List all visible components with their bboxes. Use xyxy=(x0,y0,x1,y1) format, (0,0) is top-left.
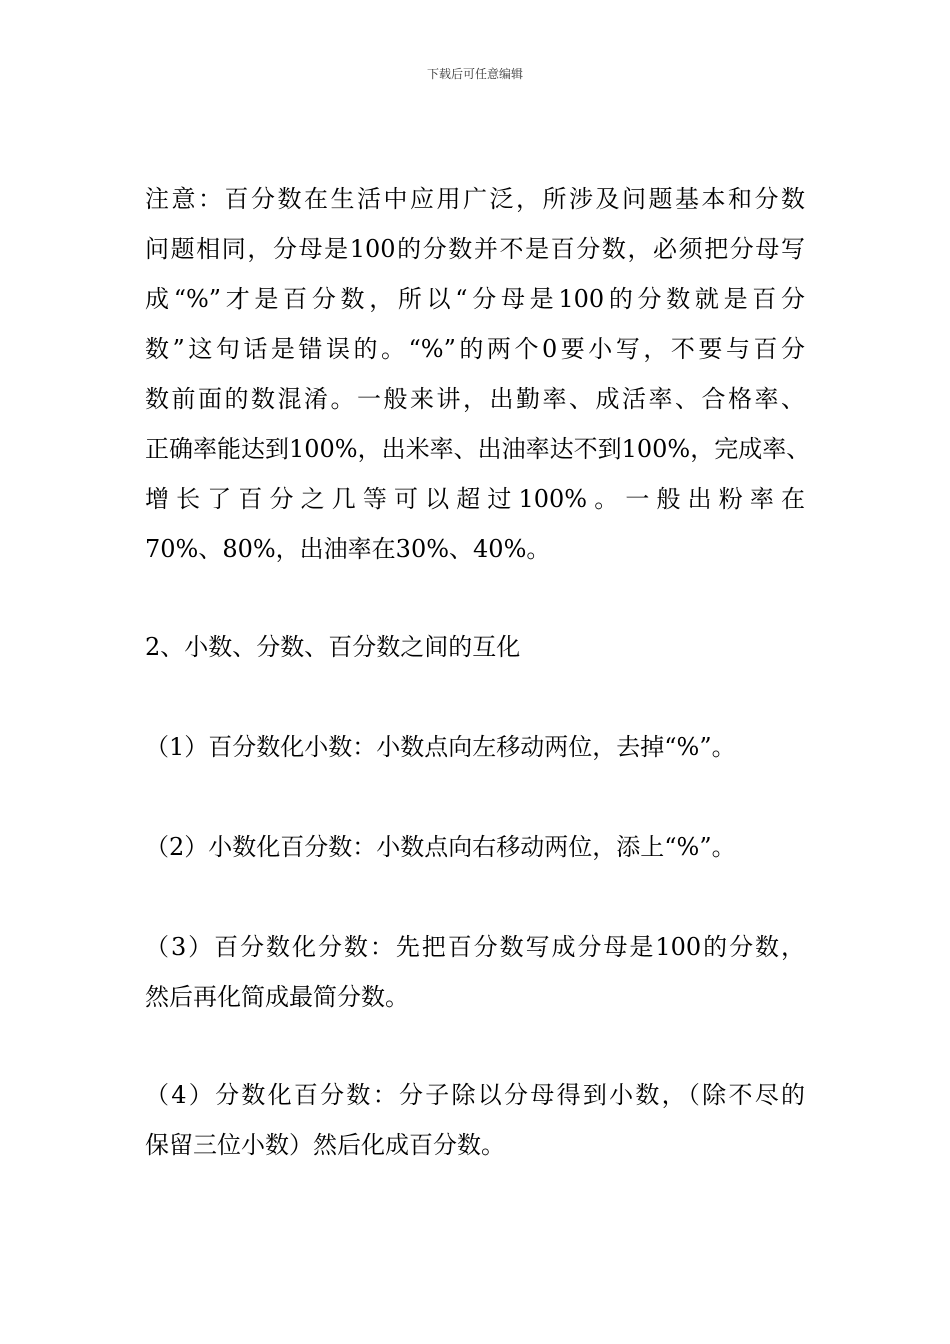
note-paragraph xyxy=(145,174,811,574)
rule-line: 然后再化简成最简分数。 xyxy=(145,983,409,1011)
rule-line: （2）小数化百分数：小数点向右移动两位，添上“%”。 xyxy=(145,833,736,861)
rule-line: （3）百分数化分数：先把百分数写成分母是100的分数， xyxy=(145,933,805,961)
rule-line: （4）分数化百分数：分子除以分母得到小数，（除不尽的 xyxy=(145,1081,805,1109)
note-line: 问题相同，分母是100的分数并不是百分数，必须把分母写 xyxy=(145,235,805,263)
note-line: 数”这句话是错误的。“%”的两个0要小写，不要与百分 xyxy=(145,335,805,363)
rule-line: 保留三位小数）然后化成百分数。 xyxy=(145,1131,505,1159)
note-line: 注意：百分数在生活中应用广泛，所涉及问题基本和分数 xyxy=(145,185,805,213)
note-line: 增长了百分之几等可以超过100%。一般出粉率在 xyxy=(145,485,805,513)
note-line: 成“%”才是百分数，所以“分母是100的分数就是百分 xyxy=(145,285,805,313)
note-line: 70%、80%，出油率在30%、40%。 xyxy=(145,535,551,563)
rule-item-1 xyxy=(145,722,736,772)
rule-line: （1）百分数化小数：小数点向左移动两位，去掉“%”。 xyxy=(145,733,736,761)
page-header: 下载后可任意编辑 xyxy=(426,67,523,81)
note-line: 正确率能达到100%，出米率、出油率达不到100%，完成率、 xyxy=(145,435,811,463)
section-title xyxy=(145,622,520,672)
note-line: 数前面的数混淆。一般来讲，出勤率、成活率、合格率、 xyxy=(145,385,805,413)
rule-item-4 xyxy=(145,1070,805,1170)
rule-item-2 xyxy=(145,822,736,872)
rule-item-3 xyxy=(145,922,805,1022)
section-title-text: 2、小数、分数、百分数之间的互化 xyxy=(145,633,521,661)
